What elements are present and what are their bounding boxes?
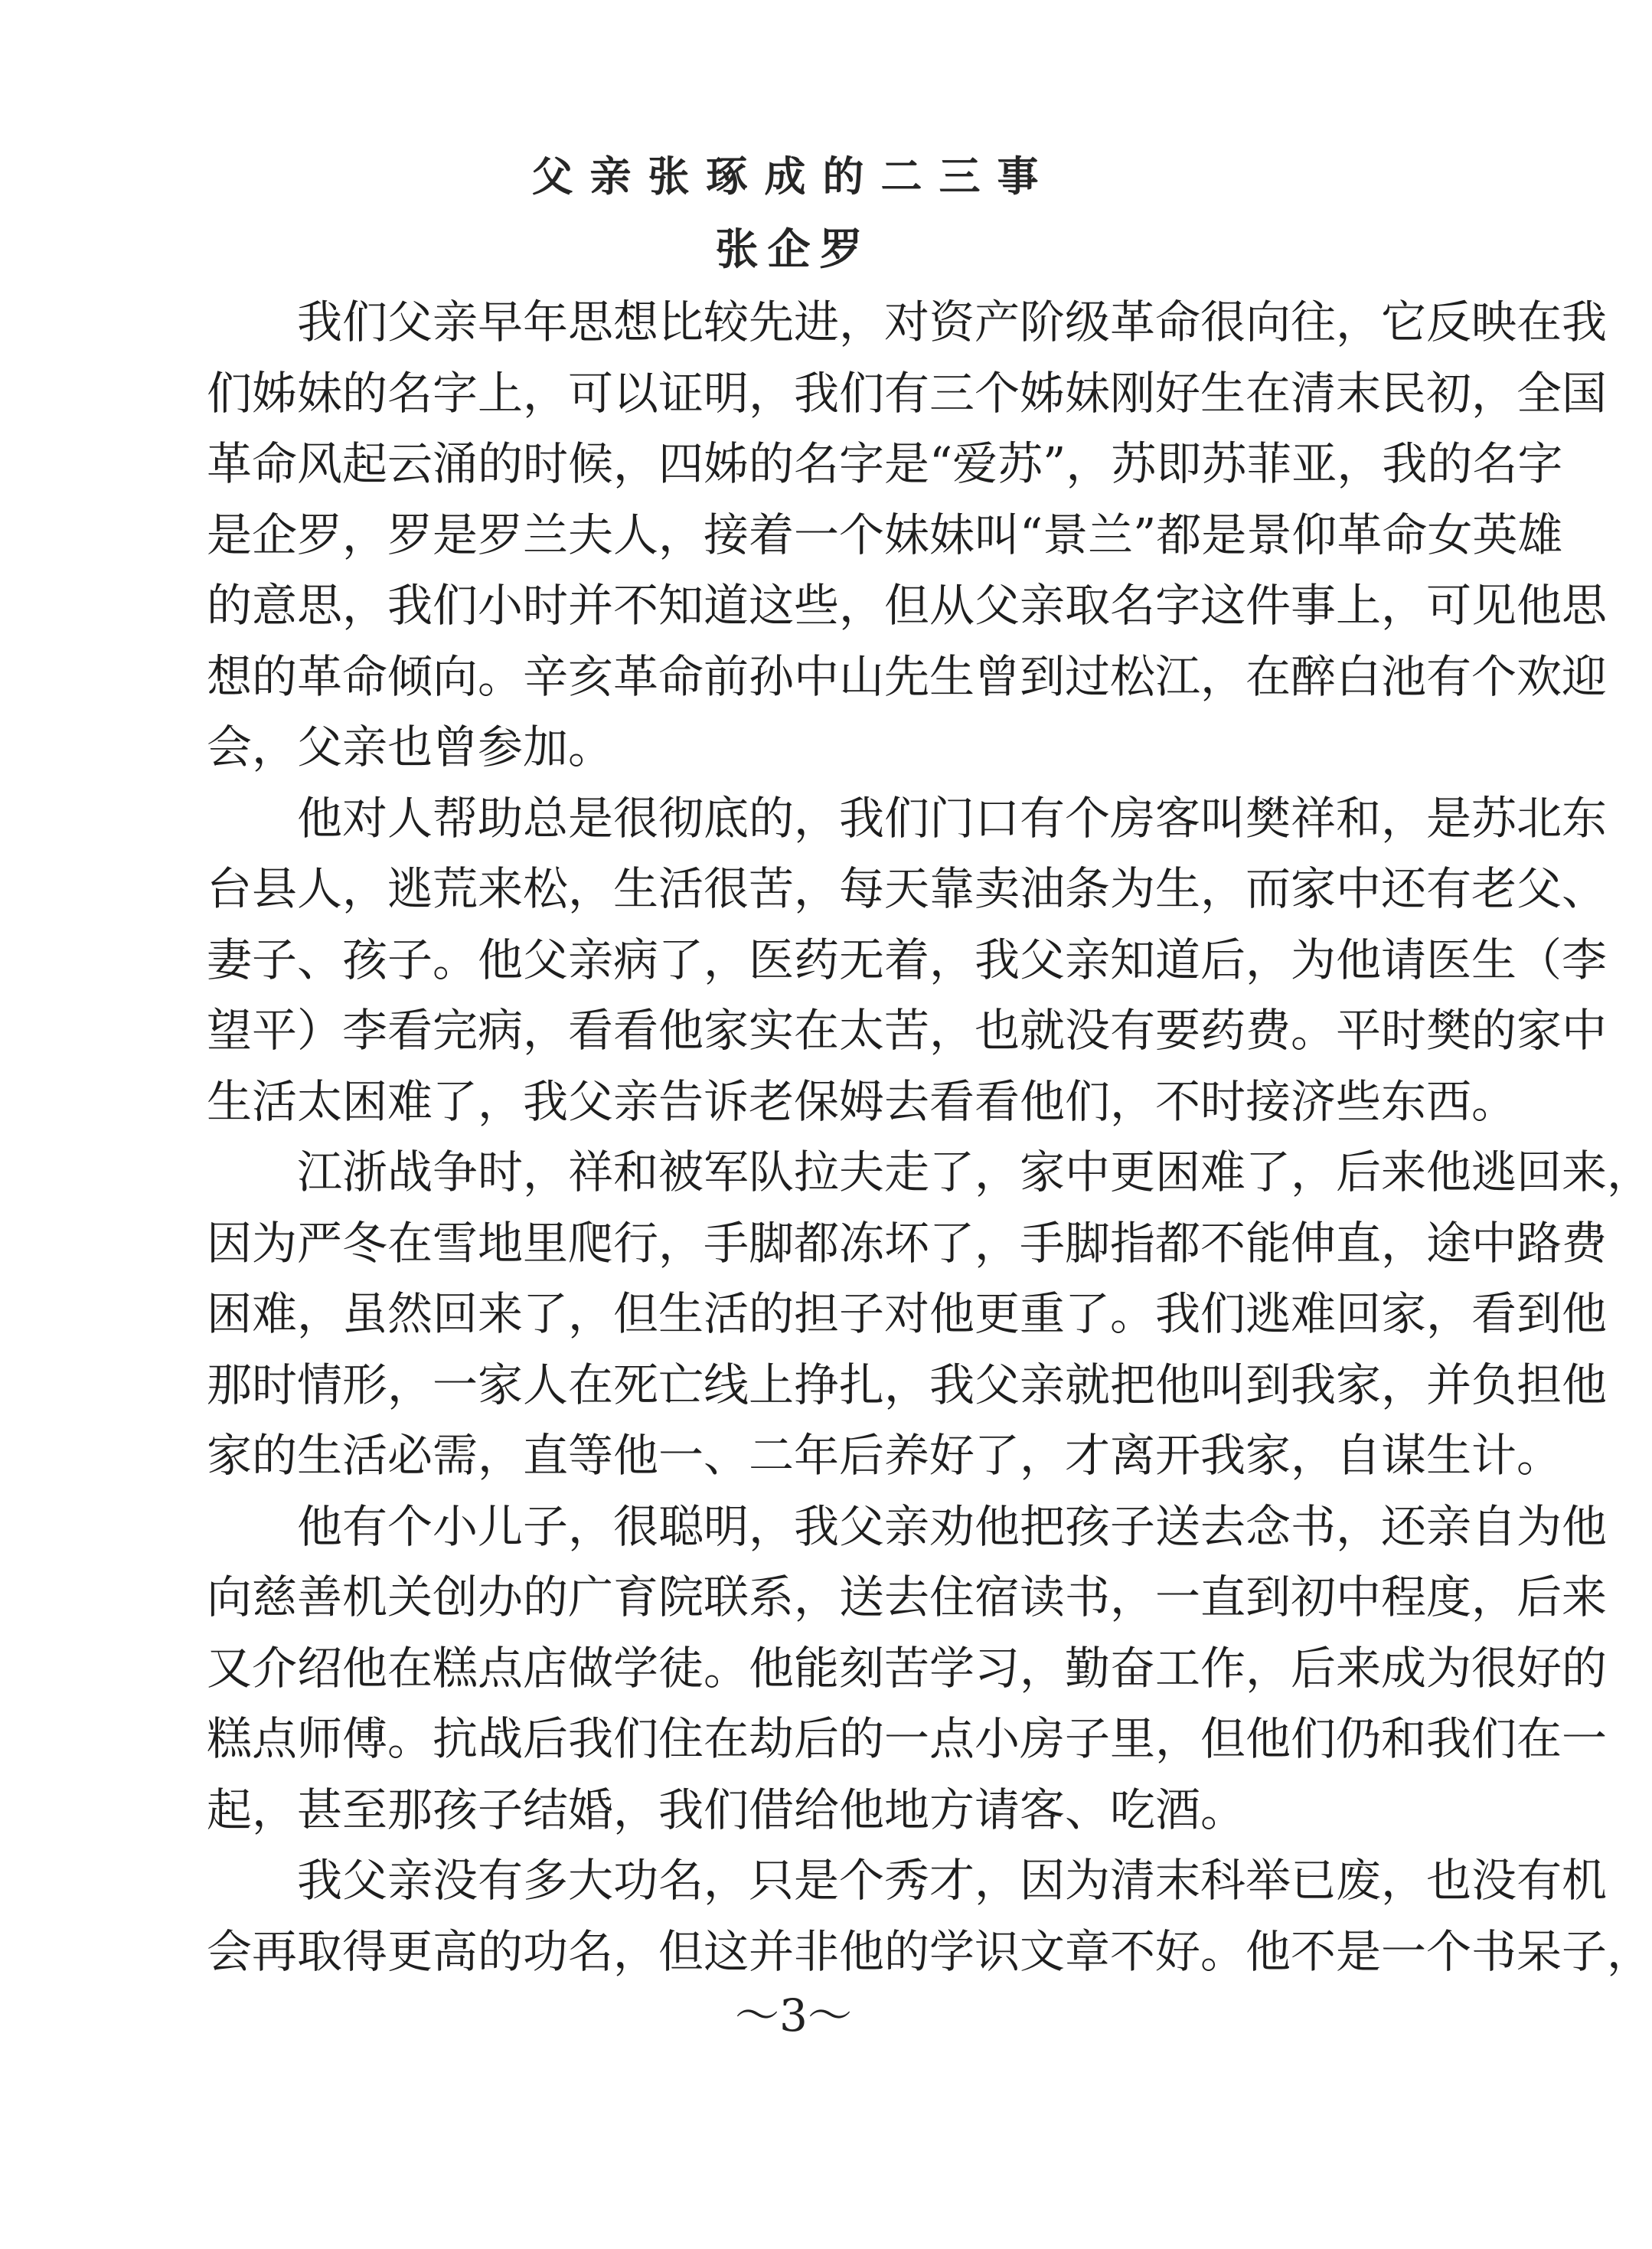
text-line: 向慈善机关创办的广育院联系，送去住宿读书，一直到初中程度，后来 [207,1571,1608,1623]
text-line: 们姊妹的名字上，可以证明，我们有三个姊妹刚好生在清末民初，全国 [207,366,1608,420]
text-line: 他对人帮助总是很彻底的，我们门口有个房客叫樊祥和，是苏北东 [297,791,1608,845]
text-line: 因为严冬在雪地里爬行，手脚都冻坏了，手脚指都不能伸直，途中路费 [207,1216,1608,1270]
text-line: 家的生活必需，直等他一、二年后养好了，才离开我家，自谋生计。 [207,1429,1562,1482]
text-line: 江浙战争时，祥和被军队拉夫走了，家中更困难了，后来他逃回来， [297,1146,1652,1198]
text-line: 是企罗，罗是罗兰夫人，接着一个妹妹叫“景兰”都是景仰革命女英雄 [207,508,1563,561]
text-line: 望平）李看完病，看看他家实在太苦，也就没有要药费。平时樊的家中 [207,1004,1608,1057]
text-line: 起，甚至那孩子结婚，我们借给他地方请客、吃酒。 [207,1783,1246,1836]
text-line: 会，父亲也曾参加。 [207,721,614,773]
text-line: 他有个小儿子，很聪明，我父亲劝他把孩子送去念书，还亲自为他 [297,1499,1608,1553]
page-number: ～3～ [735,1989,852,2041]
text-line: 的意思，我们小时并不知道这些，但从父亲取名字这件事上，可见他思 [207,579,1608,632]
text-line: 又介绍他在糕点店做学徒。他能刻苦学习，勤奋工作，后来成为很好的 [207,1641,1608,1695]
text-line: 台县人，逃荒来松，生活很苦，每天靠卖油条为生，而家中还有老父、 [207,862,1608,915]
text-line: 生活太困难了，我父亲告诉老保姆去看看他们，不时接济些东西。 [207,1074,1517,1128]
text-line: 会再取得更高的功名，但这并非他的学识文章不好。他不是一个书呆子， [207,1924,1652,1978]
text-line: 妻子、孩子。他父亲病了，医药无着，我父亲知道后，为他请医生（李 [207,933,1608,986]
text-line: 我们父亲早年思想比较先进，对资产阶级革命很向往，它反映在我 [297,296,1608,348]
text-line: 革命风起云涌的时候，四姊的名字是“爱苏”，苏即苏菲亚，我的名字 [207,437,1563,490]
document-body [207,287,1652,1987]
text-line: 糕点师傅。抗战后我们住在劫后的一点小房子里，但他们仍和我们在一 [207,1712,1608,1765]
text-line: 我父亲没有多大功名，只是个秀才，因为清末科举已废，也没有机 [297,1854,1608,1907]
text-line: 想的革命倾向。辛亥革命前孙中山先生曾到过松江，在醉白池有个欢迎 [207,649,1608,703]
document-author: 张企罗 [715,224,872,275]
text-line: 那时情形，一家人在死亡线上挣扎，我父亲就把他叫到我家，并负担他 [207,1358,1608,1411]
text-line: 困难，虽然回来了，但生活的担子对他更重了。我们逃难回家，看到他 [207,1287,1608,1340]
document-title: 父亲张琢成的二三事 [531,152,1056,201]
